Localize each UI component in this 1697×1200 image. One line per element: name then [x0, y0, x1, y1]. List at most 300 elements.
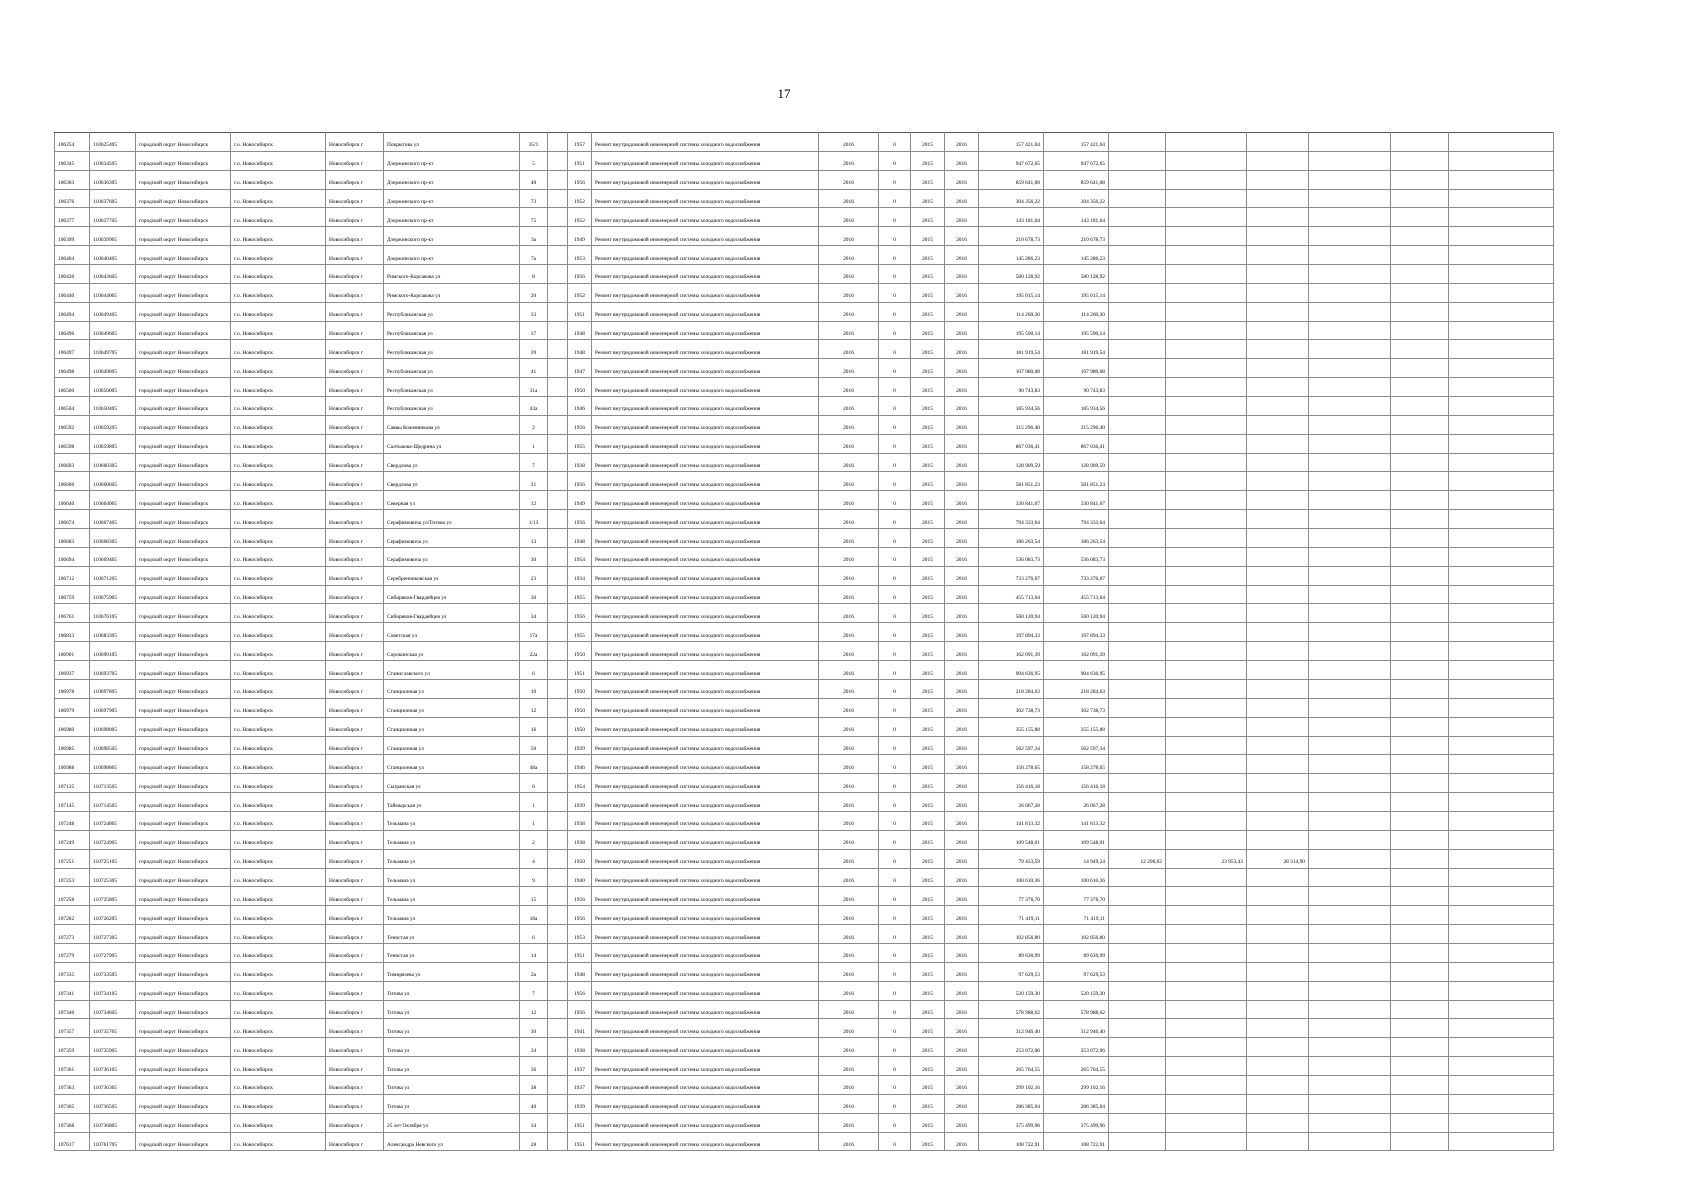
page-number: 17: [777, 86, 791, 101]
cell-year: 1938: [568, 811, 592, 830]
cell-cost-extra-1: [1109, 736, 1166, 755]
cell-cost-extra-2: [1166, 378, 1247, 397]
cell-cost-extra-1: [1109, 1000, 1166, 1019]
cell-plan-year: 2016: [819, 472, 879, 491]
cell-empty-1: [1309, 736, 1391, 755]
cell-street: Республиканская ул: [384, 302, 520, 321]
cell-empty-2: [1391, 1075, 1449, 1094]
table-row: [55, 1075, 1554, 1094]
cell-corpus: [548, 679, 568, 698]
cell-code: 110659205: [90, 415, 136, 434]
cell-year: 1937: [568, 1057, 592, 1076]
cell-code: 110690105: [90, 642, 136, 661]
cell-house: 12: [520, 1000, 548, 1019]
cell-cost-extra-1: [1109, 830, 1166, 849]
cell-municipality: городской округ Новосибирск: [136, 151, 231, 170]
cell-code: 110698005: [90, 717, 136, 736]
cell-empty-3: [1449, 981, 1554, 1000]
cell-empty-3: [1449, 943, 1554, 962]
cell-work-type: Ремонт внутридомовой инженерной системы холодного водоснабжения: [592, 151, 819, 170]
cell-plan-year: 2016: [819, 1113, 879, 1132]
cell-cost-extra-2: [1166, 793, 1247, 812]
cell-plan-year: 2016: [819, 378, 879, 397]
cell-street: Александра Невского ул: [384, 1132, 520, 1151]
cell-code: 110625405: [90, 133, 136, 152]
cell-work-type: Ремонт внутридомовой инженерной системы холодного водоснабжения: [592, 1075, 819, 1094]
cell-municipality: городской округ Новосибирск: [136, 491, 231, 510]
cell-locality: Новосибирск г: [326, 1000, 384, 1019]
cell-end-year: 2016: [945, 340, 979, 359]
cell-empty-2: [1391, 321, 1449, 340]
cell-work-type: Ремонт внутридомовой инженерной системы холодного водоснабжения: [592, 1019, 819, 1038]
cell-empty-2: [1391, 472, 1449, 491]
cell-house: 7а: [520, 246, 548, 265]
cell-cost-fund: 89 630,99: [1044, 943, 1109, 962]
cell-corpus: [548, 246, 568, 265]
cell-house: 1/13: [520, 510, 548, 529]
cell-empty-2: [1391, 887, 1449, 906]
table-body: [55, 133, 1554, 1151]
cell-settlement: г.о. Новосибирск: [231, 661, 326, 680]
cell-settlement: г.о. Новосибирск: [231, 529, 326, 548]
cell-empty-3: [1449, 1132, 1554, 1151]
table-row: [55, 491, 1554, 510]
cell-house: 30: [520, 547, 548, 566]
cell-start-year: 2015: [911, 1094, 945, 1113]
cell-work-type: Ремонт внутридомовой инженерной системы холодного водоснабжения: [592, 529, 819, 548]
cell-cost-extra-1: [1109, 547, 1166, 566]
cell-plan-year: 2016: [819, 529, 879, 548]
cell-empty-1: [1309, 981, 1391, 1000]
cell-corpus: [548, 547, 568, 566]
cell-locality: Новосибирск г: [326, 849, 384, 868]
cell-house: 2: [520, 830, 548, 849]
cell-id: 107273: [55, 925, 90, 944]
cell-cost: 181 919,54: [979, 340, 1044, 359]
cell-id: 107617: [55, 1132, 90, 1151]
cell-house: 16: [520, 717, 548, 736]
cell-end-year: 2016: [945, 1038, 979, 1057]
cell-empty-2: [1391, 642, 1449, 661]
cell-start-year: 2015: [911, 434, 945, 453]
cell-municipality: городской округ Новосибирск: [136, 415, 231, 434]
cell-id: 106436: [55, 265, 90, 284]
cell-cost-extra-1: [1109, 359, 1166, 378]
cell-cost-extra-1: [1109, 1075, 1166, 1094]
cell-municipality: городской округ Новосибирск: [136, 246, 231, 265]
cell-cost-extra-2: [1166, 774, 1247, 793]
cell-empty-1: [1309, 849, 1391, 868]
cell-cost-extra-2: [1166, 529, 1247, 548]
cell-year: 1946: [568, 397, 592, 416]
cell-cost: 141 813,32: [979, 811, 1044, 830]
cell-code: 110724805: [90, 811, 136, 830]
cell-cost-extra-3: [1247, 415, 1309, 434]
cell-cost-extra-2: [1166, 962, 1247, 981]
cell-settlement: г.о. Новосибирск: [231, 151, 326, 170]
cell-year: 1956: [568, 604, 592, 623]
table-row: [55, 340, 1554, 359]
cell-end-year: 2016: [945, 642, 979, 661]
cell-municipality: городской округ Новосибирск: [136, 925, 231, 944]
cell-code: 110650005: [90, 378, 136, 397]
cell-empty-1: [1309, 133, 1391, 152]
cell-year: 1950: [568, 378, 592, 397]
cell-cost-extra-2: [1166, 661, 1247, 680]
cell-start-year: 2015: [911, 208, 945, 227]
table-row: [55, 227, 1554, 246]
cell-municipality: городской округ Новосибирск: [136, 189, 231, 208]
cell-plan-year: 2016: [819, 283, 879, 302]
cell-street: Свердлова ул: [384, 472, 520, 491]
cell-empty-2: [1391, 925, 1449, 944]
cell-empty-3: [1449, 415, 1554, 434]
cell-settlement: г.о. Новосибирск: [231, 547, 326, 566]
cell-locality: Новосибирск г: [326, 717, 384, 736]
cell-cost-extra-3: [1247, 642, 1309, 661]
cell-work-type: Ремонт внутридомовой инженерной системы холодного водоснабжения: [592, 1113, 819, 1132]
cell-empty-1: [1309, 1094, 1391, 1113]
cell-end-year: 2016: [945, 1132, 979, 1151]
cell-empty-2: [1391, 283, 1449, 302]
cell-year: 1956: [568, 510, 592, 529]
cell-cost-extra-3: [1247, 265, 1309, 284]
cell-zero-col: 0: [879, 529, 911, 548]
cell-work-type: Ремонт внутридомовой инженерной системы холодного водоснабжения: [592, 359, 819, 378]
cell-end-year: 2016: [945, 868, 979, 887]
cell-code: 110650405: [90, 397, 136, 416]
cell-empty-1: [1309, 321, 1391, 340]
cell-work-type: Ремонт внутридомовой инженерной системы холодного водоснабжения: [592, 736, 819, 755]
cell-end-year: 2016: [945, 151, 979, 170]
cell-empty-3: [1449, 491, 1554, 510]
table-row: [55, 925, 1554, 944]
cell-id: 106504: [55, 397, 90, 416]
cell-cost-extra-3: [1247, 434, 1309, 453]
cell-id: 106985: [55, 736, 90, 755]
cell-cost-fund: 315 296,40: [1044, 415, 1109, 434]
table-row: [55, 849, 1554, 868]
table-row: [55, 604, 1554, 623]
cell-plan-year: 2016: [819, 774, 879, 793]
cell-end-year: 2016: [945, 189, 979, 208]
cell-year: 1950: [568, 849, 592, 868]
cell-empty-1: [1309, 453, 1391, 472]
cell-work-type: Ремонт внутридомовой инженерной системы холодного водоснабжения: [592, 1057, 819, 1076]
cell-locality: Новосибирск г: [326, 585, 384, 604]
cell-empty-1: [1309, 1000, 1391, 1019]
cell-street: Дзержинского пр-кт: [384, 151, 520, 170]
cell-settlement: г.о. Новосибирск: [231, 321, 326, 340]
cell-corpus: [548, 189, 568, 208]
cell-settlement: г.о. Новосибирск: [231, 774, 326, 793]
cell-zero-col: 0: [879, 736, 911, 755]
cell-locality: Новосибирск г: [326, 340, 384, 359]
cell-cost-fund: 158 278,65: [1044, 755, 1109, 774]
cell-empty-1: [1309, 1038, 1391, 1057]
cell-cost-extra-3: [1247, 736, 1309, 755]
cell-plan-year: 2016: [819, 1019, 879, 1038]
cell-cost-extra-2: [1166, 151, 1247, 170]
cell-empty-2: [1391, 698, 1449, 717]
table-row: [55, 1019, 1554, 1038]
table-row: [55, 246, 1554, 265]
cell-municipality: городской округ Новосибирск: [136, 1057, 231, 1076]
cell-zero-col: 0: [879, 1113, 911, 1132]
cell-empty-3: [1449, 849, 1554, 868]
cell-empty-3: [1449, 529, 1554, 548]
cell-year: 1954: [568, 774, 592, 793]
cell-municipality: городской округ Новосибирск: [136, 774, 231, 793]
cell-zero-col: 0: [879, 397, 911, 416]
cell-cost-extra-2: [1166, 1113, 1247, 1132]
cell-house: 1: [520, 811, 548, 830]
cell-locality: Новосибирск г: [326, 170, 384, 189]
cell-work-type: Ремонт внутридомовой инженерной системы холодного водоснабжения: [592, 453, 819, 472]
cell-end-year: 2016: [945, 472, 979, 491]
cell-cost-extra-3: [1247, 340, 1309, 359]
cell-municipality: городской округ Новосибирск: [136, 849, 231, 868]
cell-cost: 253 072,06: [979, 1038, 1044, 1057]
cell-end-year: 2016: [945, 811, 979, 830]
cell-empty-3: [1449, 585, 1554, 604]
cell-cost-extra-1: [1109, 566, 1166, 585]
cell-id: 106496: [55, 321, 90, 340]
cell-work-type: Ремонт внутридомовой инженерной системы холодного водоснабжения: [592, 981, 819, 1000]
cell-cost: 90 743,83: [979, 378, 1044, 397]
cell-work-type: Ремонт внутридомовой инженерной системы холодного водоснабжения: [592, 623, 819, 642]
cell-work-type: Ремонт внутридомовой инженерной системы холодного водоснабжения: [592, 472, 819, 491]
cell-street: Станционная ул: [384, 698, 520, 717]
cell-end-year: 2016: [945, 943, 979, 962]
cell-empty-1: [1309, 698, 1391, 717]
cell-corpus: [548, 283, 568, 302]
cell-cost-fund: 109 548,01: [1044, 830, 1109, 849]
cell-year: 1956: [568, 265, 592, 284]
cell-house: 17а: [520, 623, 548, 642]
cell-plan-year: 2016: [819, 510, 879, 529]
cell-code: 110649605: [90, 321, 136, 340]
cell-end-year: 2016: [945, 283, 979, 302]
cell-cost-extra-3: [1247, 510, 1309, 529]
cell-start-year: 2015: [911, 378, 945, 397]
cell-cost: 185 934,56: [979, 397, 1044, 416]
cell-house: 15: [520, 887, 548, 906]
cell-cost-fund: 185 934,56: [1044, 397, 1109, 416]
cell-id: 106833: [55, 623, 90, 642]
cell-empty-1: [1309, 434, 1391, 453]
cell-settlement: г.о. Новосибирск: [231, 1113, 326, 1132]
cell-locality: Новосибирск г: [326, 1075, 384, 1094]
cell-empty-1: [1309, 661, 1391, 680]
table-row: [55, 868, 1554, 887]
cell-street: Тимирязева ул: [384, 962, 520, 981]
cell-start-year: 2015: [911, 679, 945, 698]
cell-cost-fund: 197 894,33: [1044, 623, 1109, 642]
cell-plan-year: 2016: [819, 585, 879, 604]
cell-empty-3: [1449, 755, 1554, 774]
cell-cost-fund: 100 610,36: [1044, 868, 1109, 887]
cell-street: Тельмана ул: [384, 887, 520, 906]
cell-cost-extra-2: [1166, 1057, 1247, 1076]
cell-municipality: городской округ Новосибирск: [136, 943, 231, 962]
cell-empty-2: [1391, 227, 1449, 246]
cell-corpus: [548, 604, 568, 623]
cell-corpus: [548, 585, 568, 604]
cell-year: 1956: [568, 170, 592, 189]
cell-cost-extra-2: [1166, 755, 1247, 774]
cell-empty-3: [1449, 359, 1554, 378]
cell-plan-year: 2016: [819, 1094, 879, 1113]
cell-cost: 859 641,08: [979, 170, 1044, 189]
cell-id: 107368: [55, 1113, 90, 1132]
cell-locality: Новосибирск г: [326, 623, 384, 642]
cell-municipality: городской округ Новосибирск: [136, 698, 231, 717]
cell-work-type: Ремонт внутридомовой инженерной системы холодного водоснабжения: [592, 698, 819, 717]
cell-cost-extra-1: [1109, 679, 1166, 698]
cell-start-year: 2015: [911, 491, 945, 510]
cell-cost-fund: 156 416,18: [1044, 774, 1109, 793]
cell-cost: 904 636,95: [979, 661, 1044, 680]
cell-empty-2: [1391, 906, 1449, 925]
cell-settlement: г.о. Новосибирск: [231, 170, 326, 189]
cell-empty-1: [1309, 510, 1391, 529]
cell-street: Дзержинского пр-кт: [384, 246, 520, 265]
cell-zero-col: 0: [879, 208, 911, 227]
cell-empty-3: [1449, 793, 1554, 812]
cell-cost-extra-2: [1166, 585, 1247, 604]
cell-year: 1948: [568, 321, 592, 340]
cell-cost: 560 120,94: [979, 604, 1044, 623]
cell-house: 34: [520, 1038, 548, 1057]
cell-empty-3: [1449, 642, 1554, 661]
cell-cost-extra-3: [1247, 1094, 1309, 1113]
cell-cost: 197 894,33: [979, 623, 1044, 642]
cell-locality: Новосибирск г: [326, 604, 384, 623]
cell-id: 107341: [55, 981, 90, 1000]
cell-cost-fund: 536 083,73: [1044, 547, 1109, 566]
cell-cost-extra-1: [1109, 698, 1166, 717]
cell-code: 110639905: [90, 227, 136, 246]
cell-start-year: 2015: [911, 698, 945, 717]
cell-cost-fund: 195 015,14: [1044, 283, 1109, 302]
cell-code: 110725805: [90, 887, 136, 906]
cell-street: Тельмана ул: [384, 868, 520, 887]
cell-plan-year: 2016: [819, 491, 879, 510]
cell-code: 110735705: [90, 1019, 136, 1038]
cell-cost: 375 499,96: [979, 1113, 1044, 1132]
cell-cost-extra-3: [1247, 604, 1309, 623]
cell-corpus: [548, 849, 568, 868]
cell-municipality: городской округ Новосибирск: [136, 604, 231, 623]
cell-empty-2: [1391, 359, 1449, 378]
cell-code: 110669405: [90, 547, 136, 566]
cell-cost-extra-3: [1247, 868, 1309, 887]
cell-locality: Новосибирск г: [326, 755, 384, 774]
cell-plan-year: 2016: [819, 698, 879, 717]
cell-cost: 100 610,36: [979, 868, 1044, 887]
cell-cost-extra-3: [1247, 246, 1309, 265]
cell-cost-fund: 304 356,22: [1044, 189, 1109, 208]
cell-locality: Новосибирск г: [326, 189, 384, 208]
cell-start-year: 2015: [911, 906, 945, 925]
cell-cost-extra-1: [1109, 943, 1166, 962]
cell-cost: 108 722,91: [979, 1132, 1044, 1151]
cell-zero-col: 0: [879, 623, 911, 642]
cell-settlement: г.о. Новосибирск: [231, 1000, 326, 1019]
cell-cost: 286 385,04: [979, 1094, 1044, 1113]
cell-street: Римского-Корсакова ул: [384, 265, 520, 284]
cell-plan-year: 2016: [819, 755, 879, 774]
cell-corpus: [548, 510, 568, 529]
cell-empty-2: [1391, 434, 1449, 453]
cell-start-year: 2015: [911, 1113, 945, 1132]
cell-work-type: Ремонт внутридомовой инженерной системы холодного водоснабжения: [592, 811, 819, 830]
cell-cost: 186 263,54: [979, 529, 1044, 548]
cell-work-type: Ремонт внутридомовой инженерной системы холодного водоснабжения: [592, 547, 819, 566]
cell-locality: Новосибирск г: [326, 453, 384, 472]
cell-year: 1952: [568, 283, 592, 302]
cell-id: 107135: [55, 774, 90, 793]
cell-empty-1: [1309, 943, 1391, 962]
cell-street: Таймырская ул: [384, 793, 520, 812]
cell-locality: Новосибирск г: [326, 661, 384, 680]
cell-work-type: Ремонт внутридомовой инженерной системы холодного водоснабжения: [592, 642, 819, 661]
cell-empty-2: [1391, 265, 1449, 284]
cell-cost-extra-2: [1166, 1038, 1247, 1057]
cell-id: 106494: [55, 302, 90, 321]
cell-start-year: 2015: [911, 887, 945, 906]
cell-cost-extra-3: [1247, 1057, 1309, 1076]
cell-empty-3: [1449, 906, 1554, 925]
cell-locality: Новосибирск г: [326, 397, 384, 416]
cell-locality: Новосибирск г: [326, 642, 384, 661]
table-row: [55, 472, 1554, 491]
cell-cost: 355 155,88: [979, 717, 1044, 736]
cell-id: 106404: [55, 246, 90, 265]
cell-empty-1: [1309, 623, 1391, 642]
cell-house: 40: [520, 170, 548, 189]
cell-empty-2: [1391, 868, 1449, 887]
cell-end-year: 2016: [945, 491, 979, 510]
cell-id: 106761: [55, 604, 90, 623]
cell-work-type: Ремонт внутридомовой инженерной системы холодного водоснабжения: [592, 566, 819, 585]
cell-corpus: [548, 981, 568, 1000]
cell-code: 110664005: [90, 491, 136, 510]
cell-zero-col: 0: [879, 491, 911, 510]
cell-cost-extra-3: [1247, 547, 1309, 566]
cell-empty-2: [1391, 510, 1449, 529]
cell-cost-extra-1: [1109, 1132, 1166, 1151]
cell-code: 110675905: [90, 585, 136, 604]
cell-locality: Новосибирск г: [326, 925, 384, 944]
table-row: [55, 321, 1554, 340]
cell-plan-year: 2016: [819, 868, 879, 887]
cell-empty-2: [1391, 415, 1449, 434]
cell-empty-1: [1309, 340, 1391, 359]
cell-cost-extra-2: [1166, 283, 1247, 302]
cell-corpus: [548, 151, 568, 170]
cell-cost: 109 548,01: [979, 830, 1044, 849]
cell-zero-col: 0: [879, 925, 911, 944]
cell-empty-3: [1449, 1038, 1554, 1057]
cell-start-year: 2015: [911, 227, 945, 246]
table-row: [55, 510, 1554, 529]
cell-cost-fund: 97 629,53: [1044, 962, 1109, 981]
cell-cost: 580 128,92: [979, 265, 1044, 284]
cell-year: 1956: [568, 472, 592, 491]
cell-corpus: [548, 962, 568, 981]
